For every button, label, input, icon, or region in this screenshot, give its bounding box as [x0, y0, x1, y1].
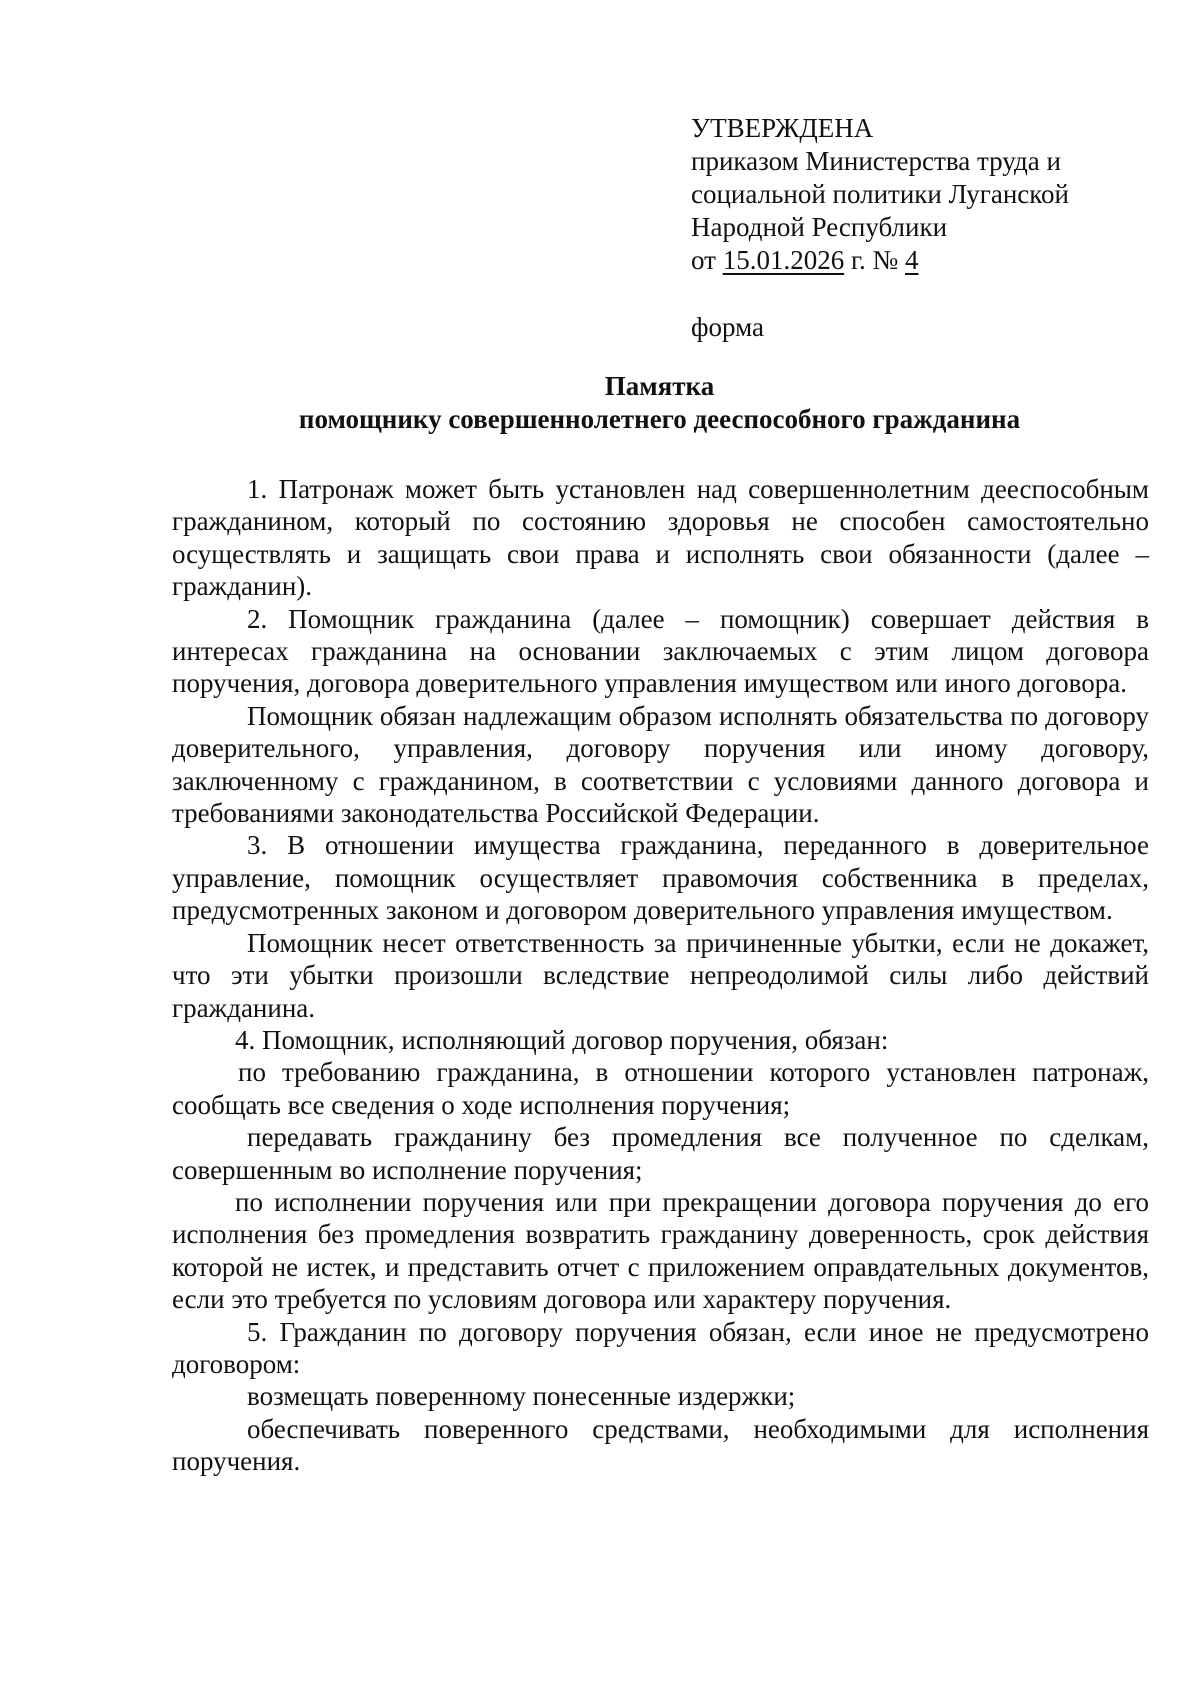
approval-line-3: Народной Республики	[691, 212, 948, 242]
paragraph-4: 3. В отношении имущества гражданина, переданного в доверительное управление, помощник осуществляет правомочия собственника в пределах, предусмотренных законом и договором доверительного управления имуществом.	[172, 830, 1149, 926]
paragraph-6: 4. Помощник, исполняющий договор поручения, обязан:	[235, 1024, 889, 1055]
paragraph-12: обеспечивать поверенного средствами, необходимыми для исполнения поручения.	[172, 1413, 1149, 1477]
document-body	[172, 473, 1149, 1478]
approval-number: 4	[905, 245, 919, 275]
title-line-1: Памятка	[604, 371, 715, 401]
paragraph-11: возмещать поверенному понесенные издержки;	[247, 1381, 796, 1412]
approval-line-2: социальной политики Луганской	[691, 179, 1069, 209]
form-label: форма	[691, 312, 764, 342]
paragraph-5: Помощник несет ответственность за причиненные убытки, если не докажет, что эти убытки произошли вследствие непреодолимой силы либо действий гражданина.	[172, 927, 1149, 1023]
paragraph-9: по исполнении поручения или при прекращении договора поручения до его исполнения без промедления возвратить гражданину доверенность, срок действия которой не истек, и представить отчет с приложением оправдательных документов, если это требуется по условиям договора или характеру поручения.	[172, 1186, 1149, 1315]
paragraph-2: 2. Помощник гражданина (далее – помощник) совершает действия в интересах гражданина на основании заключаемых с этим лицом договора поручения, договора доверительного управления имуществом или иного договора.	[172, 603, 1149, 699]
approval-date-prefix: от	[691, 245, 723, 275]
approval-stamp	[691, 112, 1151, 277]
approval-line-1: приказом Министерства труда и	[691, 146, 1061, 176]
paragraph-10: 5. Гражданин по договору поручения обязан, если иное не предусмотрено договором:	[172, 1316, 1149, 1379]
title-line-2: помощнику совершеннолетнего дееспособного гражданина	[298, 404, 1021, 434]
approval-date-line	[691, 244, 1151, 277]
approval-date-suffix: г. №	[844, 245, 905, 275]
approval-heading: УТВЕРЖДЕНА	[691, 113, 874, 143]
paragraph-7: по требованию гражданина, в отношении которого установлен патронаж, сообщать все сведения о ходе исполнения поручения;	[172, 1057, 1149, 1120]
paragraph-3: Помощник обязан надлежащим образом исполнять обязательства по договору доверительного, управления, договору поручения или иному договору, заключенному с гражданином, в соответствии с условиями данного договора и требованиями законодательства Российской Федерации.	[172, 700, 1149, 829]
paragraph-8: передавать гражданину без промедления все полученное по сделкам, совершенным во исполнение поручения;	[172, 1122, 1149, 1185]
document-title	[172, 370, 1147, 436]
approval-date: 15.01.2026	[722, 245, 845, 275]
paragraph-1: 1. Патронаж может быть установлен над совершеннолетним дееспособным гражданином, который по состоянию здоровья не способен самостоятельно осуществлять и защищать свои права и исполнять свои обязанности (далее – гражданин).	[172, 474, 1149, 602]
